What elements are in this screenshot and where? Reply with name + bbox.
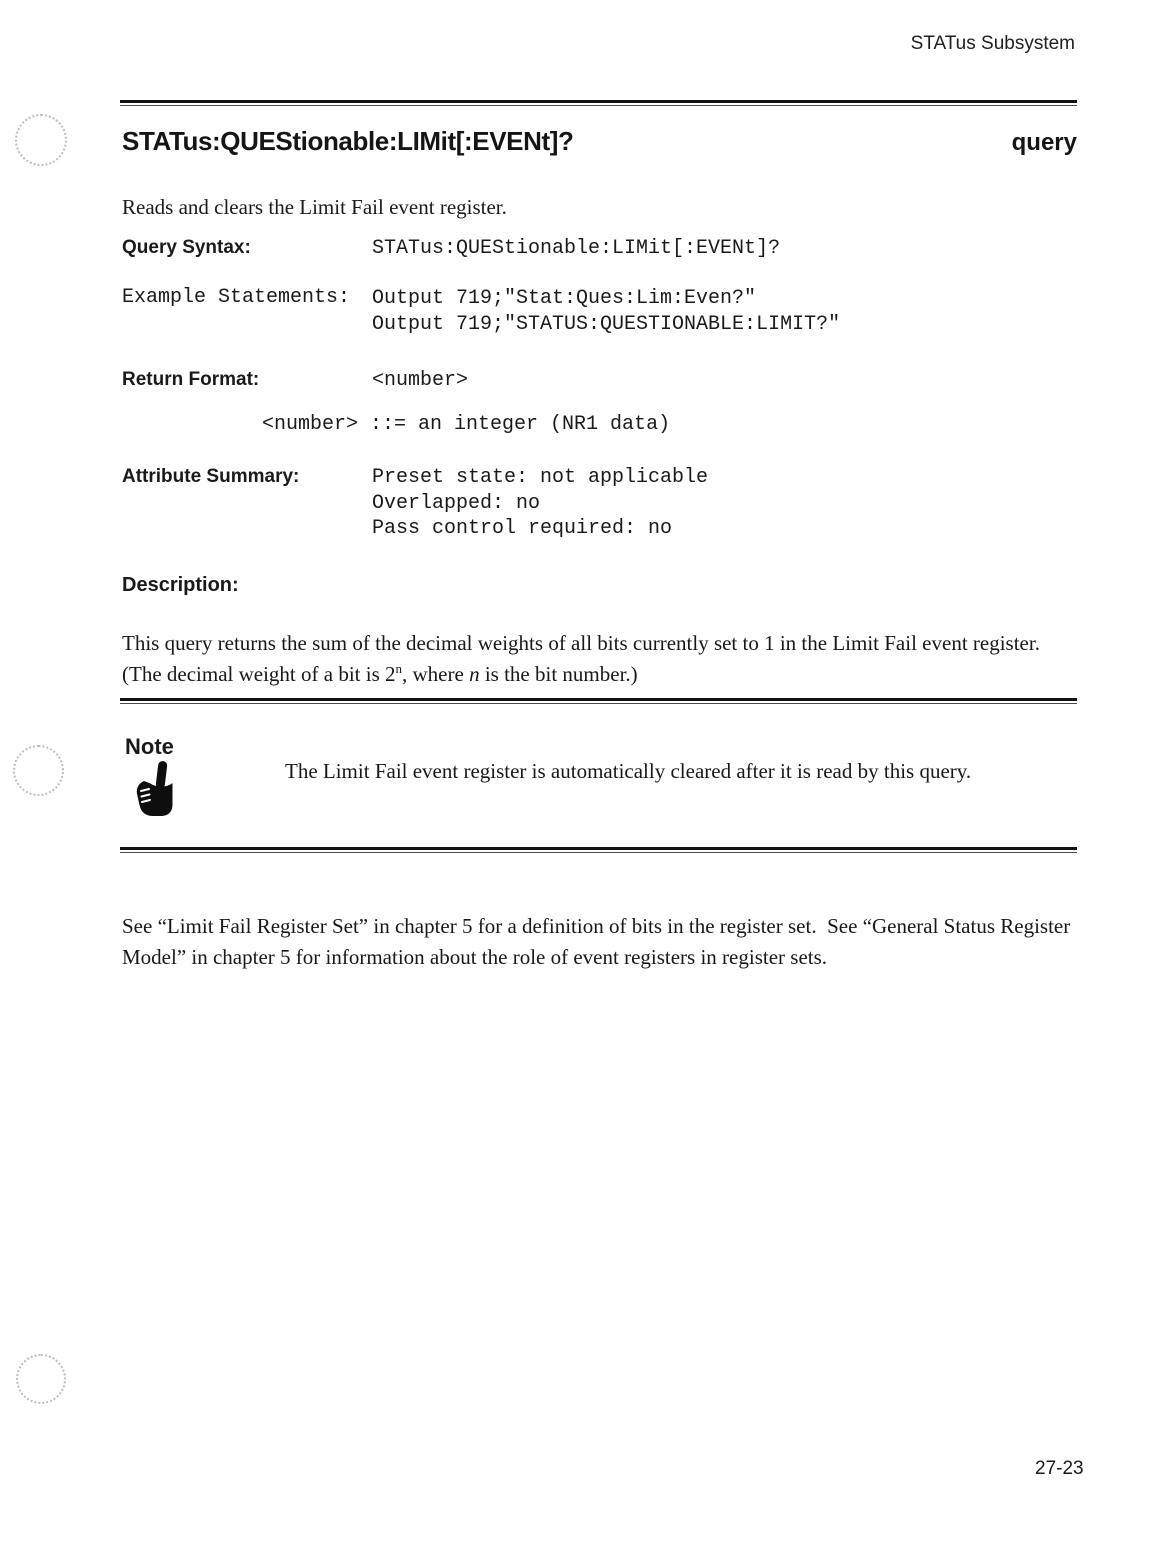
note-label: Note — [125, 734, 174, 759]
command-title-row — [122, 126, 1077, 157]
attribute-summary-label: Attribute Summary: — [122, 466, 300, 487]
description-heading: Description: — [122, 574, 239, 596]
attribute-item: Pass control required: no — [372, 517, 673, 540]
example-statement: Output 719;"STATUS:QUESTIONABLE:LIMIT?" — [372, 313, 841, 336]
command-type-label: query — [1011, 129, 1077, 156]
return-format-definition: <number> ::= an integer (NR1 data) — [262, 413, 671, 436]
page-number: 27-23 — [1035, 1458, 1084, 1479]
query-syntax-label: Query Syntax: — [122, 237, 251, 258]
note-text: The Limit Fail event register is automatically cleared after it is read by this query. — [285, 759, 972, 783]
command-summary: Reads and clears the Limit Fail event register. — [122, 195, 507, 219]
punch-hole — [15, 114, 67, 166]
example-statements — [372, 286, 840, 338]
return-format-value: <number> — [372, 369, 469, 392]
running-header: STATus Subsystem — [910, 33, 1075, 54]
example-statements-label: Example Statements: — [122, 286, 351, 309]
divider-rule-top — [120, 100, 1077, 106]
description-text: is the bit number.) — [479, 662, 638, 686]
punch-hole — [16, 1354, 66, 1404]
return-format-label: Return Format: — [122, 369, 260, 390]
note-rule-top — [120, 698, 1077, 704]
note-rule-bottom — [120, 847, 1077, 853]
attribute-item: Preset state: not applicable — [372, 466, 709, 489]
example-statement: Output 719;"Stat:Ques:Lim:Even?" — [372, 287, 757, 310]
command-title: STATus:QUEStionable:LIMit[:EVENt]? — [122, 126, 574, 156]
variable-n: n — [469, 662, 480, 686]
exponent-n: n — [395, 661, 403, 676]
punch-hole — [13, 745, 64, 796]
description-text: , where — [402, 662, 470, 686]
query-syntax-value: STATus:QUEStionable:LIMit[:EVENt]? — [372, 237, 781, 260]
see-also-paragraph: See “Limit Fail Register Set” in chapter 5 for a definition of bits in the register set. See “General Status Register Model” in chapter 5 for information about the role of event registers in register sets. — [122, 914, 1076, 969]
description-text: This query returns the sum of the decimal weights of all bits currently set to 1 in the Limit Fail event register. (The decimal weight of a bit is 2 — [122, 631, 1051, 686]
attribute-summary — [372, 465, 708, 542]
attribute-item: Overlapped: no — [372, 491, 541, 515]
pointing-hand-icon — [132, 760, 178, 823]
description-paragraph — [122, 628, 1080, 690]
